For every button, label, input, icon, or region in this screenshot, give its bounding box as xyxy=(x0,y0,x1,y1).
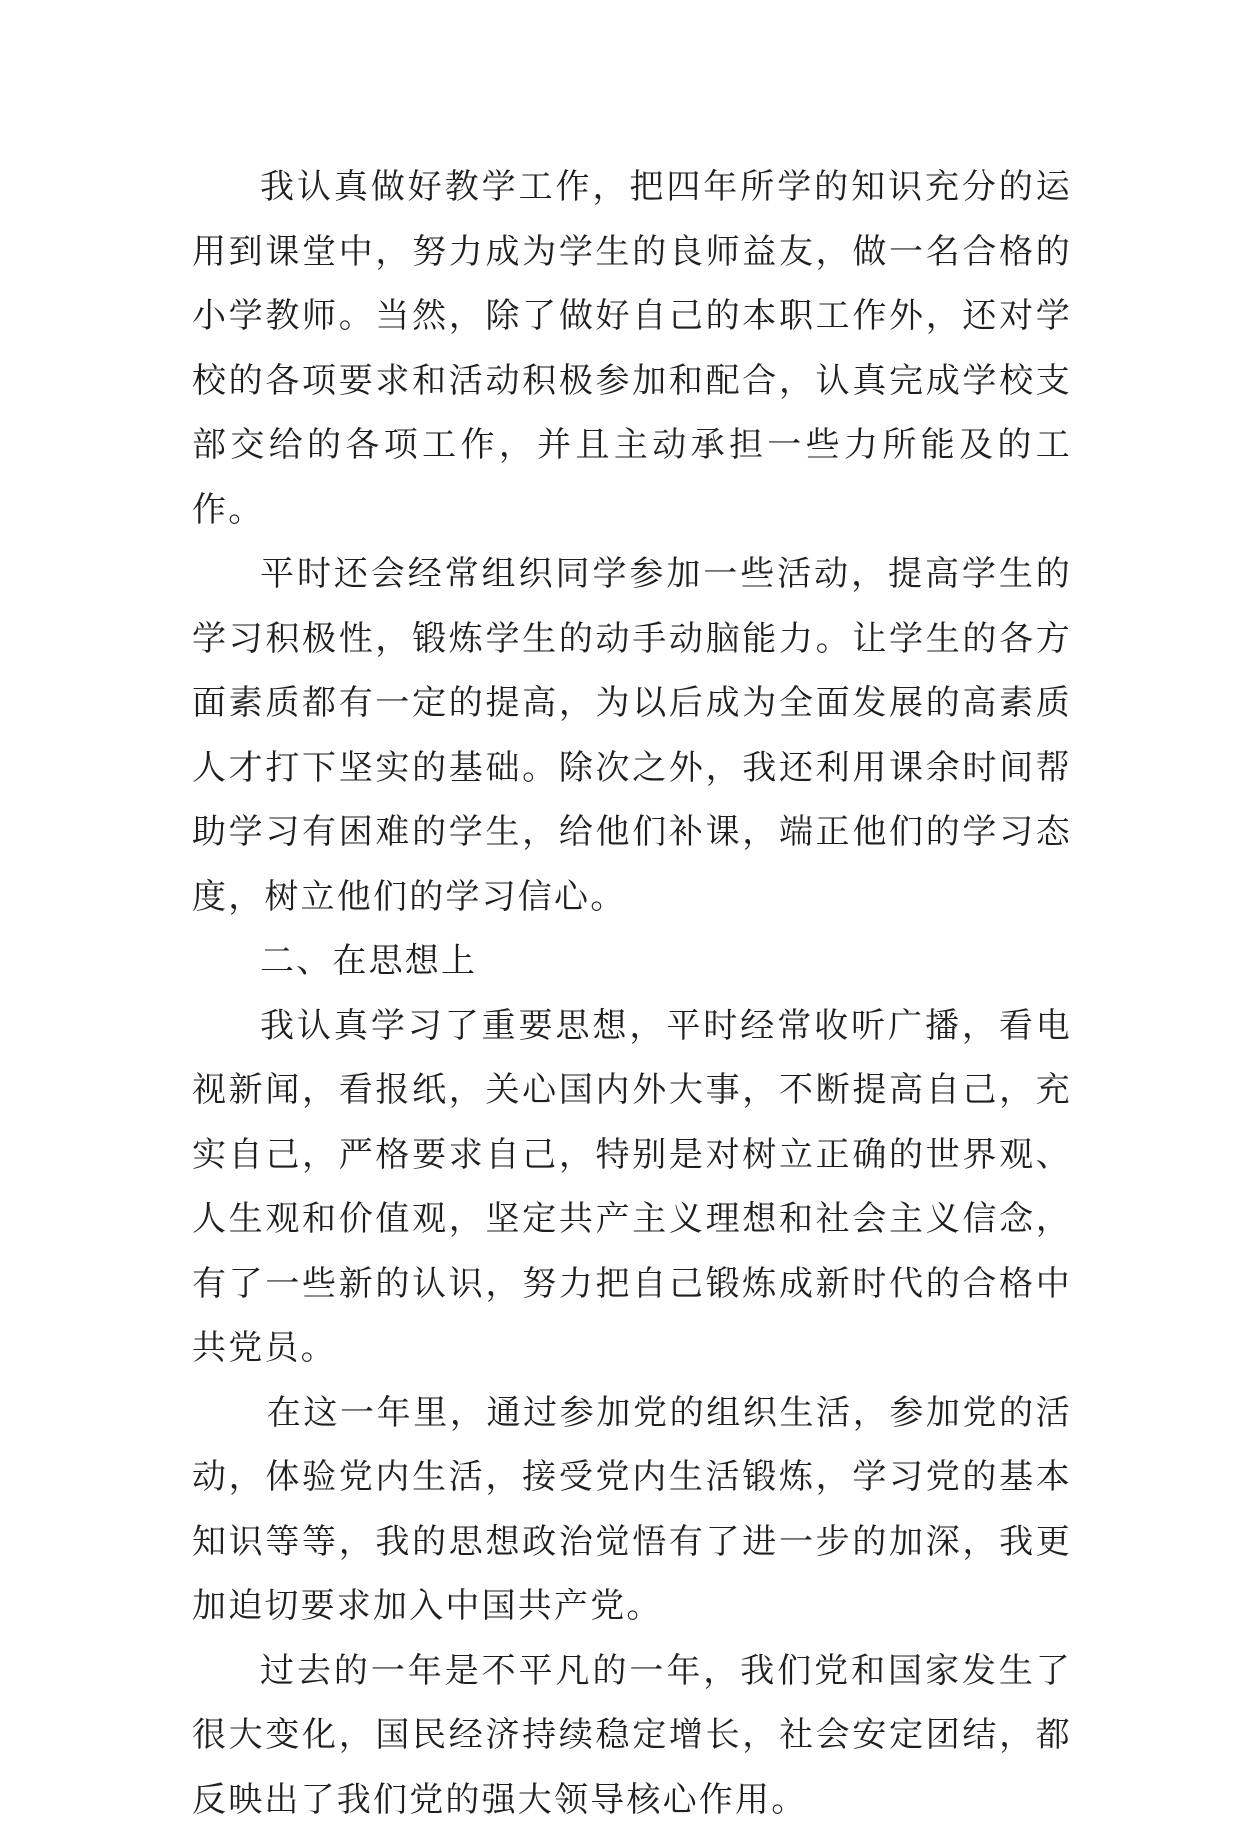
document-body xyxy=(192,155,1072,1832)
paragraph-teaching-work: 我认真做好教学工作，把四年所学的知识充分的运用到课堂中，努力成为学生的良师益友，做一名合格的小学教师。当然，除了做好自己的本职工作外，还对学校的各项要求和活动积极参加和配合，认真完成学校支部交给的各项工作，并且主动承担一些力所能及的工作。 xyxy=(192,155,1072,542)
paragraph-student-activities: 平时还会经常组织同学参加一些活动，提高学生的学习积极性，锻炼学生的动手动脑能力。让学生的各方面素质都有一定的提高，为以后成为全面发展的高素质人才打下坚实的基础。除次之外，我还利用课余时间帮助学习有困难的学生，给他们补课，端正他们的学习态度，树立他们的学习信心。 xyxy=(192,542,1072,929)
paragraph-study-thought: 我认真学习了重要思想，平时经常收听广播，看电视新闻，看报纸，关心国内外大事，不断提高自己，充实自己，严格要求自己，特别是对树立正确的世界观、人生观和价值观，坚定共产主义理想和社会主义信念，有了一些新的认识，努力把自己锻炼成新时代的合格中共党员。 xyxy=(192,994,1072,1381)
paragraph-party-activities: 在这一年里，通过参加党的组织生活，参加党的活动，体验党内生活，接受党内生活锻炼，学习党的基本知识等等，我的思想政治觉悟有了进一步的加深，我更加迫切要求加入中国共产党。 xyxy=(192,1381,1072,1639)
section-heading-thought: 二、在思想上 xyxy=(192,929,1072,994)
paragraph-past-year: 过去的一年是不平凡的一年，我们党和国家发生了很大变化，国民经济持续稳定增长，社会安定团结，都反映出了我们党的强大领导核心作用。 xyxy=(192,1639,1072,1832)
